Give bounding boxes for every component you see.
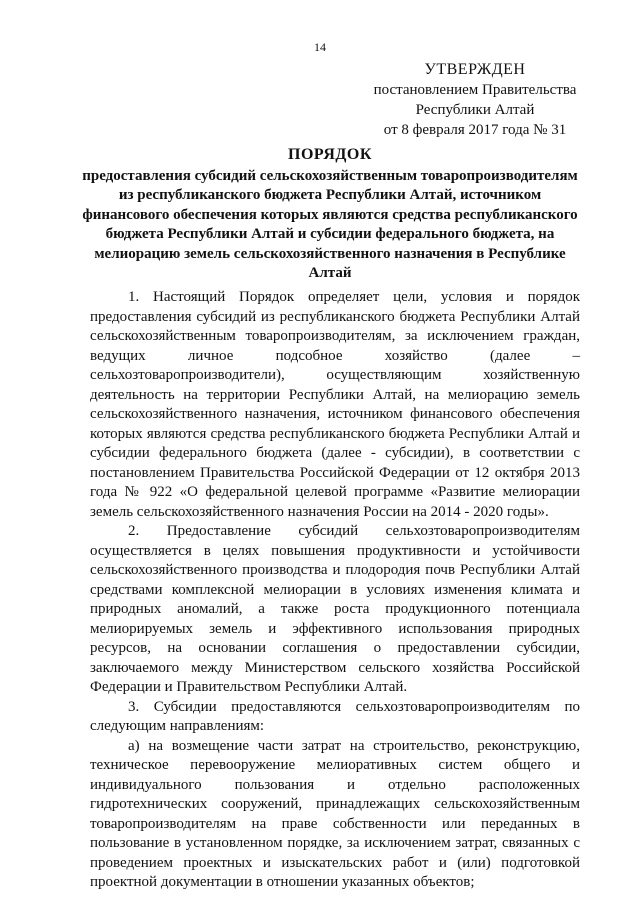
paragraph-3: 3. Субсидии предоставляются сельхозтоваропроизводителям по следующим направлениям:: [90, 698, 580, 734]
approval-line-1: постановлением Правительства: [373, 82, 577, 98]
paragraph-3a: а) на возмещение части затрат на строительство, реконструкцию, техническое перевооружение мелиоративных систем общего и индивидуального пользования и отдельно расположенных гидротехнических сооружений, принадлежащих сельскохозяйственным товаропроизводителям на праве собственности или переданных в пользование в установленном порядке, за исключением затрат, связанных с проведением проектных и изыскательских работ и (или) подготовкой проектной документации в отношении указанных объектов;: [90, 737, 580, 890]
title-word: ПОРЯДОК: [288, 146, 372, 163]
paragraph-2: 2. Предоставление субсидий сельхозтоваропроизводителям осуществляется в целях повышения продуктивности и устойчивости сельскохозяйственного производства и плодородия почв Республики Алтай средствами комплексной мелиорации в условиях изменения климата и природных аномалий, а также роста продукционного потенциала мелиорируемых земель и эффективного использования природных ресурсов, на основании соглашения о предоставлении субсидии, заключаемого между Министерством сельского хозяйства Российской Федерации и Правительством Республики Алтай.: [90, 523, 580, 695]
approval-line-2: Республики Алтай: [415, 102, 535, 118]
approval-block: [350, 60, 600, 140]
approval-line-3: от 8 февраля 2017 года № 31: [383, 122, 567, 138]
paragraph-1: 1. Настоящий Порядок определяет цели, условия и порядок предоставления субсидий из республиканского бюджета Республики Алтай сельскохозяйственным товаропроизводителям, за исключением граждан, ведущих личное подсобное хозяйство (далее – сельхозтоваропроизводители), осуществляющим хозяйственную деятельность на территории Республики Алтай, на мелиорацию земель сельскохозяйственного назначения, источником финансового обеспечения которых являются средства республиканского бюджета Республики Алтай и субсидии федерального бюджета (далее - субсидии), в соответствии с постановлением Правительства Российской Федерации от 12 октября 2013 года № 922 «О федеральной целевой программе «Развитие мелиорации земель сельскохозяйственного назначения России на 2014 - 2020 годы».: [90, 289, 580, 520]
approval-heading: УТВЕРЖДЕН: [424, 61, 526, 78]
document-title: [80, 145, 580, 284]
document-body: [90, 288, 580, 893]
title-text: предоставления субсидий сельскохозяйственным товаропроизводителям из республиканского бюджета Республики Алтай, источником финансового обеспечения которых являются средства республиканского бюджета Республики Алтай и субсидии федерального бюджета, на мелиорацию земель сельскохозяйственного назначения в Республике Алтай: [82, 167, 578, 281]
page-number: 14: [314, 40, 326, 54]
